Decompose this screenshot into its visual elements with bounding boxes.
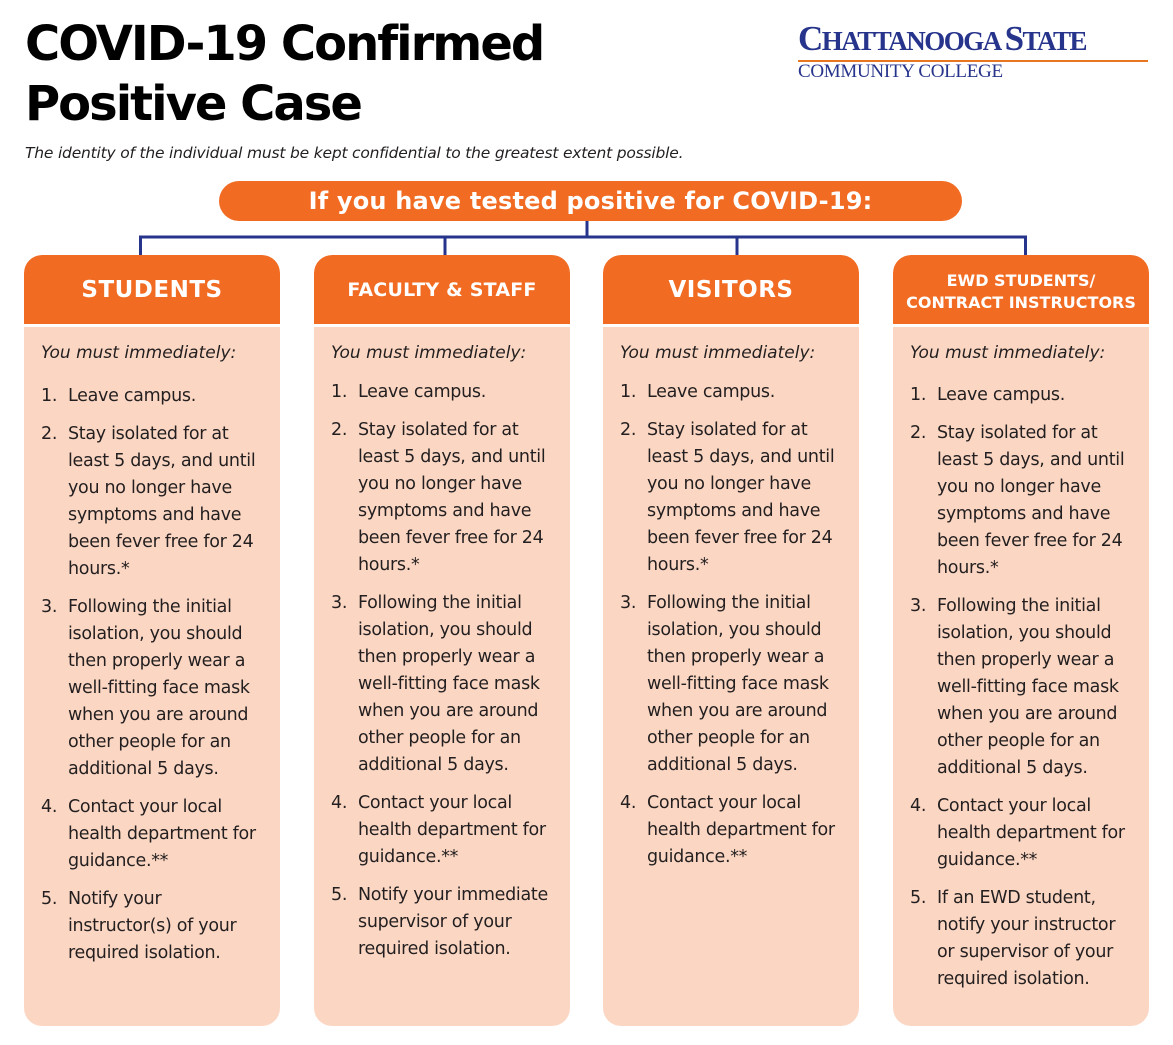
list-item: 2. Stay isolated for at least 5 days, and until you no longer have symptoms and have been fever free for 24 hours.*	[331, 420, 546, 575]
ewd-column	[893, 255, 1149, 1026]
list-item: 4. Contact your local health department for guidance.**	[620, 793, 835, 867]
list-item: 2. Stay isolated for at least 5 days, and until you no longer have symptoms and have been fever free for 24 hours.*	[620, 420, 835, 575]
list-item: 1. Leave campus.	[620, 382, 775, 402]
confidentiality-note: The identity of the individual must be kept confidential to the greatest extent possible.	[25, 144, 684, 162]
title-line-2: Positive Case	[25, 76, 361, 132]
visitors-header: VISITORS	[603, 255, 859, 327]
students-intro: You must immediately:	[41, 343, 237, 363]
ewd-header	[893, 255, 1149, 327]
faculty-staff-body	[314, 327, 570, 963]
ewd-header-line-2: CONTRACT INSTRUCTORS	[906, 292, 1136, 312]
tested-positive-banner: If you have tested positive for COVID-19:	[219, 181, 962, 221]
list-item: 4. Contact your local health department for guidance.**	[910, 796, 1125, 870]
list-item: 5. Notify your immediate supervisor of your required isolation.	[331, 885, 548, 959]
list-item: 5. Notify your instructor(s) of your required isolation.	[41, 889, 237, 963]
list-item: 2. Stay isolated for at least 5 days, and until you no longer have symptoms and have been fever free for 24 hours.*	[41, 424, 256, 579]
list-item: 3. Following the initial isolation, you should then properly wear a well-fitting face mask when you are around other people for an additional 5 days.	[910, 596, 1119, 778]
visitors-intro: You must immediately:	[620, 343, 816, 363]
list-item: 1. Leave campus.	[331, 382, 486, 402]
faculty-staff-steps	[331, 379, 556, 963]
faculty-staff-header: FACULTY & STAFF	[314, 255, 570, 327]
logo-subtitle: COMMUNITY COLLEGE	[798, 61, 1003, 82]
list-item: 3. Following the initial isolation, you should then properly wear a well-fitting face mask when you are around other people for an additional 5 days.	[331, 593, 540, 775]
visitors-column	[603, 255, 859, 1026]
list-item: 3. Following the initial isolation, you should then properly wear a well-fitting face mask when you are around other people for an additional 5 days.	[41, 597, 250, 779]
logo-wordmark: CHATTANOOGA STATE	[798, 19, 1087, 58]
ewd-header-line-1: EWD STUDENTS/	[946, 270, 1096, 290]
students-body	[24, 327, 280, 967]
list-item: 1. Leave campus.	[41, 386, 196, 406]
title-line-1: COVID-19 Confirmed	[25, 16, 544, 72]
list-item: 4. Contact your local health department for guidance.**	[41, 797, 256, 871]
ewd-intro: You must immediately:	[910, 343, 1106, 363]
list-item: 5. If an EWD student, notify your instructor or supervisor of your required isolation.	[910, 888, 1116, 989]
students-column	[24, 255, 280, 1026]
list-item: 3. Following the initial isolation, you should then properly wear a well-fitting face mask when you are around other people for an additional 5 days.	[620, 593, 829, 775]
students-header: STUDENTS	[24, 255, 280, 327]
list-item: 2. Stay isolated for at least 5 days, and until you no longer have symptoms and have been fever free for 24 hours.*	[910, 423, 1125, 578]
faculty-staff-intro: You must immediately:	[331, 343, 527, 363]
ewd-steps	[910, 382, 1135, 993]
visitors-body	[603, 327, 859, 871]
list-item: 4. Contact your local health department for guidance.**	[331, 793, 546, 867]
students-steps	[41, 383, 266, 967]
faculty-staff-column	[314, 255, 570, 1026]
visitors-steps	[620, 379, 845, 871]
list-item: 1. Leave campus.	[910, 385, 1065, 405]
ewd-body	[893, 327, 1149, 993]
